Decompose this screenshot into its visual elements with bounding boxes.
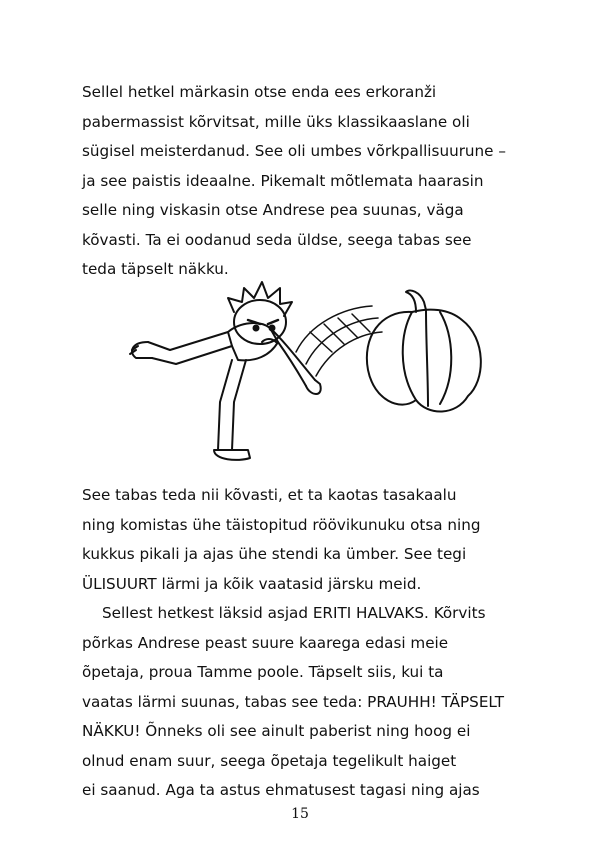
- text-line: sügisel meisterdanud. See oli umbes võrkpallisuurune –: [82, 142, 506, 160]
- text-line: põrkas Andrese peast suure kaarega edasi meie: [82, 633, 449, 652]
- text-line: ning komistas ühe täistopitud röövikunuku otsa ning: [82, 515, 481, 534]
- text-line: Sellel hetkel märkasin otse enda ees erkoranži: [82, 83, 437, 101]
- text-line: õpetaja, proua Tamme poole. Täpselt siis, kui ta: [82, 663, 444, 681]
- boy-figure: [130, 282, 321, 460]
- page-number: 15: [291, 806, 309, 822]
- paragraph-3: [82, 599, 522, 806]
- text-line: vaatas lärmi suunas, tabas see teda: PRAUHH! TÄPSELT: [82, 692, 505, 711]
- text-line: See tabas teda nii kõvasti, et ta kaotas tasakaalu: [82, 486, 457, 504]
- text-line: kõvasti. Ta ei oodanud seda üldse, seega tabas see: [82, 230, 472, 249]
- text-line: kukkus pikali ja ajas ühe stendi ka ümber. See tegi: [82, 545, 467, 563]
- text-line: olnud enam suur, seega õpetaja tegelikult haiget: [82, 751, 457, 770]
- text-line: pabermassist kõrvitsat, mille üks klassikaaslane oli: [82, 112, 470, 131]
- paragraph-2: [82, 481, 522, 599]
- paragraph-1: [82, 78, 522, 285]
- text-line: NÄKKU! Õnneks oli see ainult paberist ning hoog ei: [82, 722, 471, 740]
- text-line: ÜLISUURT lärmi ja kõik vaatasid järsku meid.: [82, 574, 422, 593]
- text-line: ei saanud. Aga ta astus ehmatusest tagasi ning ajas: [82, 781, 480, 799]
- text-line: Sellest hetkest läksid asjad ERITI HALVAKS. Kõrvits: [102, 604, 486, 622]
- text-line: selle ning viskasin otse Andrese pea suunas, väga: [82, 201, 464, 219]
- boy-throwing-pumpkin-illustration: [110, 272, 490, 477]
- text-line: ja see paistis ideaalne. Pikemalt mõtlemata haarasin: [82, 171, 484, 190]
- pumpkin-drawing: [367, 290, 481, 411]
- text-line: teda täpselt näkku.: [82, 260, 229, 278]
